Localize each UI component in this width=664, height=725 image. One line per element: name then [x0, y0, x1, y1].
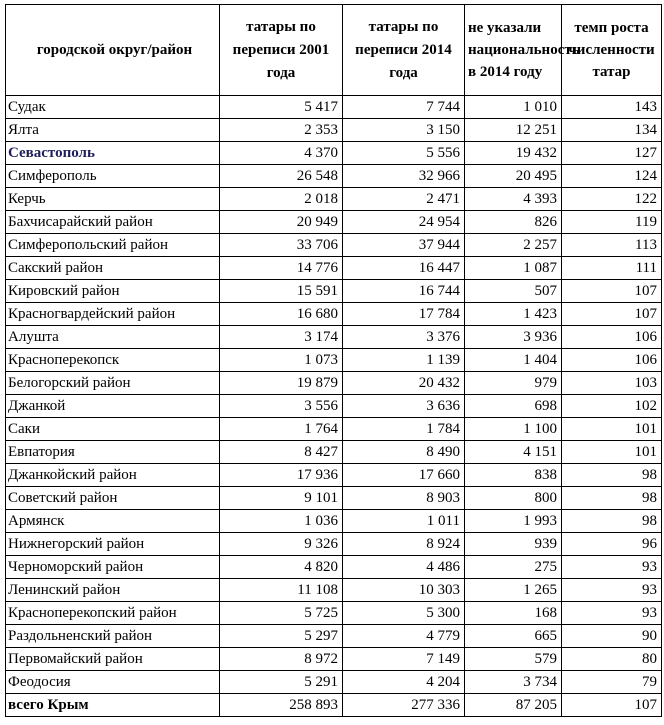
cell-growth-rate: 102: [562, 395, 662, 418]
cell-tatars-2014: 17 784: [343, 303, 465, 326]
cell-no-nationality-2014: 3 936: [465, 326, 562, 349]
cell-district: Судак: [6, 96, 220, 119]
cell-district: Алушта: [6, 326, 220, 349]
cell-tatars-2001: 4 370: [220, 142, 343, 165]
table-row: [6, 372, 662, 395]
cell-district: всего Крым: [6, 694, 220, 717]
cell-tatars-2014: 16 744: [343, 280, 465, 303]
cell-tatars-2014: 16 447: [343, 257, 465, 280]
cell-no-nationality-2014: 579: [465, 648, 562, 671]
cell-tatars-2001: 9 326: [220, 533, 343, 556]
cell-growth-rate: 122: [562, 188, 662, 211]
cell-no-nationality-2014: 1 993: [465, 510, 562, 533]
cell-no-nationality-2014: 698: [465, 395, 562, 418]
table-row: [6, 579, 662, 602]
cell-tatars-2001: 4 820: [220, 556, 343, 579]
cell-tatars-2014: 1 011: [343, 510, 465, 533]
table-row: [6, 625, 662, 648]
cell-growth-rate: 107: [562, 694, 662, 717]
cell-district: Джанкойский район: [6, 464, 220, 487]
cell-tatars-2001: 11 108: [220, 579, 343, 602]
cell-no-nationality-2014: 275: [465, 556, 562, 579]
header-growth-rate: темп роста численности татар: [562, 5, 662, 96]
cell-district: Феодосия: [6, 671, 220, 694]
cell-tatars-2001: 1 764: [220, 418, 343, 441]
cell-tatars-2001: 5 297: [220, 625, 343, 648]
cell-growth-rate: 93: [562, 579, 662, 602]
cell-district: Керчь: [6, 188, 220, 211]
cell-tatars-2001: 5 417: [220, 96, 343, 119]
header-district: городской округ/район: [6, 5, 220, 96]
cell-tatars-2014: 3 376: [343, 326, 465, 349]
cell-tatars-2014: 8 903: [343, 487, 465, 510]
table-header: [6, 5, 662, 96]
cell-tatars-2014: 32 966: [343, 165, 465, 188]
header-no-nationality-2014: не указали национальность в 2014 году: [465, 5, 562, 96]
cell-tatars-2001: 26 548: [220, 165, 343, 188]
table-row: [6, 487, 662, 510]
cell-no-nationality-2014: 3 734: [465, 671, 562, 694]
cell-district: Белогорский район: [6, 372, 220, 395]
table-row: [6, 326, 662, 349]
table-row: [6, 671, 662, 694]
cell-no-nationality-2014: 168: [465, 602, 562, 625]
cell-no-nationality-2014: 826: [465, 211, 562, 234]
cell-tatars-2014: 5 556: [343, 142, 465, 165]
cell-growth-rate: 93: [562, 556, 662, 579]
cell-tatars-2014: 3 150: [343, 119, 465, 142]
cell-growth-rate: 107: [562, 303, 662, 326]
cell-growth-rate: 119: [562, 211, 662, 234]
table-row: [6, 303, 662, 326]
cell-no-nationality-2014: 507: [465, 280, 562, 303]
table-row: [6, 510, 662, 533]
cell-tatars-2014: 20 432: [343, 372, 465, 395]
table-row-total: [6, 694, 662, 717]
cell-tatars-2001: 2 018: [220, 188, 343, 211]
cell-tatars-2014: 7 744: [343, 96, 465, 119]
cell-no-nationality-2014: 979: [465, 372, 562, 395]
cell-tatars-2001: 5 291: [220, 671, 343, 694]
cell-tatars-2001: 17 936: [220, 464, 343, 487]
header-tatars-2001: татары по переписи 2001 года: [220, 5, 343, 96]
cell-no-nationality-2014: 1 423: [465, 303, 562, 326]
cell-growth-rate: 103: [562, 372, 662, 395]
table-row: [6, 533, 662, 556]
cell-growth-rate: 98: [562, 487, 662, 510]
cell-tatars-2001: 3 556: [220, 395, 343, 418]
cell-tatars-2001: 14 776: [220, 257, 343, 280]
cell-district: Кировский район: [6, 280, 220, 303]
cell-no-nationality-2014: 2 257: [465, 234, 562, 257]
cell-no-nationality-2014: 1 010: [465, 96, 562, 119]
table-row: [6, 257, 662, 280]
cell-district: Симферополь: [6, 165, 220, 188]
cell-growth-rate: 107: [562, 280, 662, 303]
cell-growth-rate: 134: [562, 119, 662, 142]
cell-no-nationality-2014: 4 393: [465, 188, 562, 211]
cell-tatars-2001: 258 893: [220, 694, 343, 717]
cell-district: Джанкой: [6, 395, 220, 418]
table-body: [6, 96, 662, 717]
cell-district: Ленинский район: [6, 579, 220, 602]
cell-tatars-2001: 1 073: [220, 349, 343, 372]
table-row: [6, 142, 662, 165]
cell-growth-rate: 143: [562, 96, 662, 119]
cell-tatars-2014: 5 300: [343, 602, 465, 625]
cell-district: Сакский район: [6, 257, 220, 280]
cell-no-nationality-2014: 12 251: [465, 119, 562, 142]
cell-growth-rate: 80: [562, 648, 662, 671]
cell-tatars-2001: 2 353: [220, 119, 343, 142]
table-row: [6, 211, 662, 234]
cell-district: Красноперекопск: [6, 349, 220, 372]
table-row: [6, 464, 662, 487]
cell-tatars-2001: 16 680: [220, 303, 343, 326]
cell-no-nationality-2014: 665: [465, 625, 562, 648]
cell-no-nationality-2014: 800: [465, 487, 562, 510]
cell-no-nationality-2014: 20 495: [465, 165, 562, 188]
cell-growth-rate: 101: [562, 441, 662, 464]
cell-district: Первомайский район: [6, 648, 220, 671]
cell-tatars-2014: 277 336: [343, 694, 465, 717]
cell-growth-rate: 98: [562, 510, 662, 533]
table-row: [6, 234, 662, 257]
cell-tatars-2014: 3 636: [343, 395, 465, 418]
cell-growth-rate: 127: [562, 142, 662, 165]
cell-tatars-2014: 8 490: [343, 441, 465, 464]
table-row: [6, 96, 662, 119]
cell-tatars-2014: 4 204: [343, 671, 465, 694]
cell-no-nationality-2014: 838: [465, 464, 562, 487]
cell-district: Черноморский район: [6, 556, 220, 579]
cell-tatars-2014: 37 944: [343, 234, 465, 257]
table-row: [6, 349, 662, 372]
cell-growth-rate: 113: [562, 234, 662, 257]
cell-no-nationality-2014: 1 265: [465, 579, 562, 602]
cell-growth-rate: 79: [562, 671, 662, 694]
crimean-tatars-census-table: [5, 4, 662, 717]
table-row: [6, 602, 662, 625]
cell-district: Красногвардейский район: [6, 303, 220, 326]
cell-tatars-2001: 33 706: [220, 234, 343, 257]
table-row: [6, 648, 662, 671]
cell-tatars-2014: 2 471: [343, 188, 465, 211]
cell-growth-rate: 90: [562, 625, 662, 648]
cell-tatars-2014: 7 149: [343, 648, 465, 671]
cell-no-nationality-2014: 87 205: [465, 694, 562, 717]
cell-district: Красноперекопский район: [6, 602, 220, 625]
cell-growth-rate: 106: [562, 326, 662, 349]
cell-no-nationality-2014: 939: [465, 533, 562, 556]
cell-no-nationality-2014: 4 151: [465, 441, 562, 464]
cell-tatars-2001: 1 036: [220, 510, 343, 533]
cell-district: Ялта: [6, 119, 220, 142]
cell-tatars-2014: 17 660: [343, 464, 465, 487]
cell-tatars-2014: 1 784: [343, 418, 465, 441]
cell-growth-rate: 101: [562, 418, 662, 441]
cell-tatars-2001: 15 591: [220, 280, 343, 303]
cell-tatars-2014: 10 303: [343, 579, 465, 602]
cell-tatars-2001: 20 949: [220, 211, 343, 234]
cell-tatars-2001: 8 427: [220, 441, 343, 464]
cell-tatars-2014: 8 924: [343, 533, 465, 556]
cell-no-nationality-2014: 19 432: [465, 142, 562, 165]
cell-district: Севастополь: [6, 142, 220, 165]
cell-district: Раздольненский район: [6, 625, 220, 648]
table-row: [6, 441, 662, 464]
census-table-container: [5, 4, 662, 717]
cell-district: Советский район: [6, 487, 220, 510]
cell-district: Нижнегорский район: [6, 533, 220, 556]
cell-growth-rate: 96: [562, 533, 662, 556]
table-row: [6, 188, 662, 211]
cell-tatars-2014: 1 139: [343, 349, 465, 372]
header-tatars-2014: татары по переписи 2014 года: [343, 5, 465, 96]
cell-tatars-2001: 5 725: [220, 602, 343, 625]
table-row: [6, 395, 662, 418]
cell-district: Армянск: [6, 510, 220, 533]
cell-district: Саки: [6, 418, 220, 441]
cell-no-nationality-2014: 1 087: [465, 257, 562, 280]
table-row: [6, 165, 662, 188]
cell-no-nationality-2014: 1 404: [465, 349, 562, 372]
cell-growth-rate: 93: [562, 602, 662, 625]
cell-tatars-2014: 4 779: [343, 625, 465, 648]
table-row: [6, 556, 662, 579]
cell-district: Симферопольский район: [6, 234, 220, 257]
cell-tatars-2014: 24 954: [343, 211, 465, 234]
table-row: [6, 418, 662, 441]
table-row: [6, 119, 662, 142]
cell-tatars-2001: 9 101: [220, 487, 343, 510]
cell-growth-rate: 98: [562, 464, 662, 487]
cell-tatars-2001: 8 972: [220, 648, 343, 671]
cell-no-nationality-2014: 1 100: [465, 418, 562, 441]
cell-tatars-2014: 4 486: [343, 556, 465, 579]
cell-district: Евпатория: [6, 441, 220, 464]
cell-growth-rate: 106: [562, 349, 662, 372]
table-row: [6, 280, 662, 303]
cell-growth-rate: 111: [562, 257, 662, 280]
cell-tatars-2001: 19 879: [220, 372, 343, 395]
cell-growth-rate: 124: [562, 165, 662, 188]
cell-tatars-2001: 3 174: [220, 326, 343, 349]
cell-district: Бахчисарайский район: [6, 211, 220, 234]
